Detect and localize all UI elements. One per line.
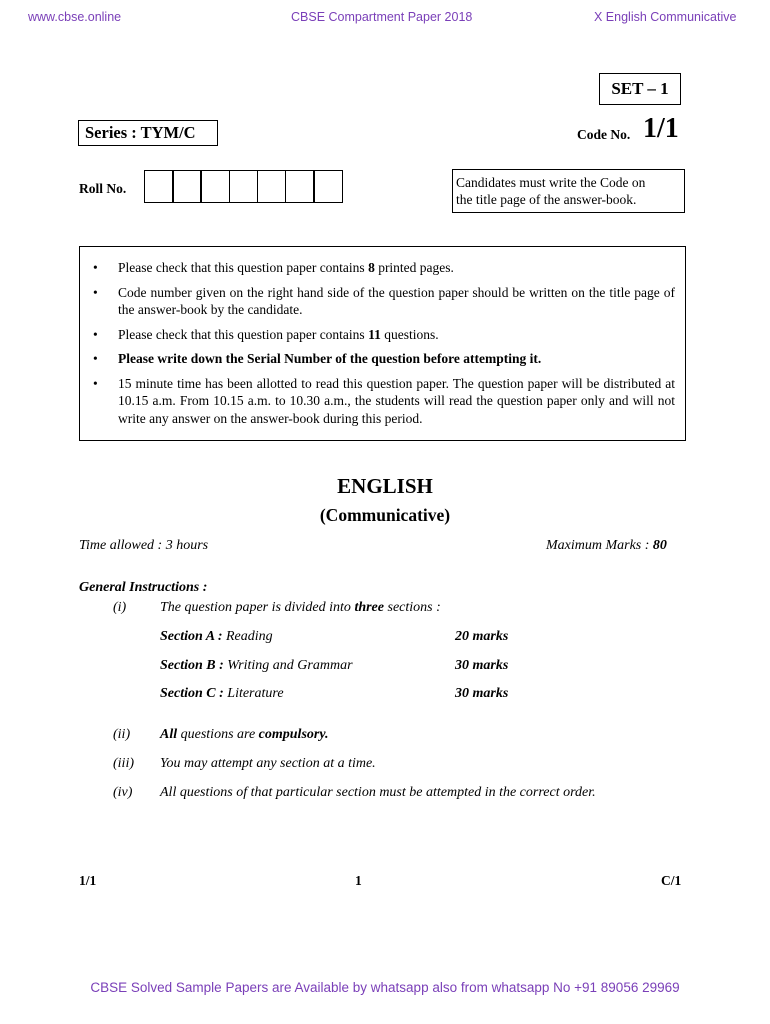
instruction-bold: three [354,600,384,615]
instruction-text: Code number given on the right hand side of the question paper should be written on the title page of the answer-book by the candidate. [118,284,675,317]
instruction-bold: 8 [368,260,375,275]
section-desc: Writing and Grammar [227,658,353,673]
instruction-text: The question paper is divided into [160,600,355,615]
instruction-iii: You may attempt any section at a time. [160,756,376,771]
bullet-icon: • [93,326,98,342]
candidates-note-line: Candidates must write the Code on [456,175,646,190]
instruction-i [160,600,441,616]
whatsapp-note: CBSE Solved Sample Papers are Available by whatsapp also from whatsapp No +91 89056 29969 [90,980,680,995]
marks-value: 80 [652,538,667,553]
page-number: 1 [355,873,362,888]
time-value: 3 hours [165,538,209,553]
footer-right: C/1 [661,873,682,888]
section-c [160,686,284,702]
marks-label: Maximum Marks : [546,538,653,553]
section-c-marks: 30 marks [455,686,509,701]
instructions-list [80,259,685,434]
footer-left: 1/1 [79,873,97,888]
roll-cell[interactable] [200,170,230,203]
series-box: Series : TYM/C [78,120,218,146]
section-desc: Reading [226,629,273,644]
instruction-bold: Please write down the Serial Number of the question before attempting it. [118,351,542,366]
instructions-box [79,246,686,441]
bullet-icon: • [93,260,98,275]
instruction-item [80,375,685,428]
instruction-number: (iii) [113,756,134,771]
roll-label: Roll No. [79,181,127,196]
section-desc: Literature [227,686,284,701]
instruction-text: 15 minute time has been allotted to read this question paper. The question paper will be distributed at 10.15 a.m. From 10.15 a.m. to 10.30 a.m., the students will read the question paper only and will not write any answer on the answer-book during this period. [118,375,675,426]
roll-cell[interactable] [229,170,259,203]
section-a-marks: 20 marks [455,629,509,644]
roll-cell[interactable] [313,170,343,203]
header-site-link[interactable]: www.cbse.online [28,10,122,24]
instruction-text: printed pages. [374,260,454,275]
instruction-text: Please check that this question paper contains [118,326,369,342]
instruction-iv: All questions of that particular section must be attempted in the correct order. [160,785,596,800]
section-b-marks: 30 marks [455,658,509,673]
bullet-icon: • [93,284,98,300]
section-a [160,629,273,645]
section-name: Section A : [160,629,226,644]
instruction-number: (iv) [113,785,133,800]
maximum-marks [546,538,667,554]
page-title: ENGLISH [337,474,433,498]
section-name: Section B : [160,658,228,673]
general-instructions-heading: General Instructions : [79,580,208,595]
header-title: CBSE Compartment Paper 2018 [291,10,473,24]
instruction-item [80,284,685,319]
section-b [160,658,353,674]
section-name: Section C : [160,686,228,701]
roll-cell[interactable] [144,170,174,203]
instruction-text: questions. [380,326,439,342]
instruction-number: (i) [113,600,127,615]
roll-cell[interactable] [285,170,315,203]
instruction-ii [160,727,329,743]
instruction-text: questions are [177,727,259,742]
bullet-icon: • [93,351,98,366]
code-value: 1/1 [643,113,679,144]
code-label: Code No. [577,127,631,142]
roll-cell[interactable] [172,170,202,203]
candidates-note-line: the title page of the answer-book. [456,192,637,207]
roll-cell[interactable] [257,170,287,203]
time-label: Time allowed : [79,538,166,553]
candidates-note-box [452,169,685,213]
roll-number-grid [144,170,343,203]
time-allowed [79,538,208,554]
instruction-item [80,326,685,344]
page-subtitle: (Communicative) [319,505,451,525]
bullet-icon: • [93,375,98,391]
instruction-text: sections : [384,600,441,615]
instruction-bold: 11 [368,326,381,342]
instruction-item [80,350,685,368]
instruction-item [80,259,685,277]
set-box: SET – 1 [599,73,681,105]
instruction-text: Please check that this question paper contains [118,260,369,275]
instruction-bold: All [160,727,178,742]
instruction-bold: compulsory. [258,727,329,742]
instruction-number: (ii) [113,727,131,742]
header-subject: X English Communicative [594,10,737,24]
